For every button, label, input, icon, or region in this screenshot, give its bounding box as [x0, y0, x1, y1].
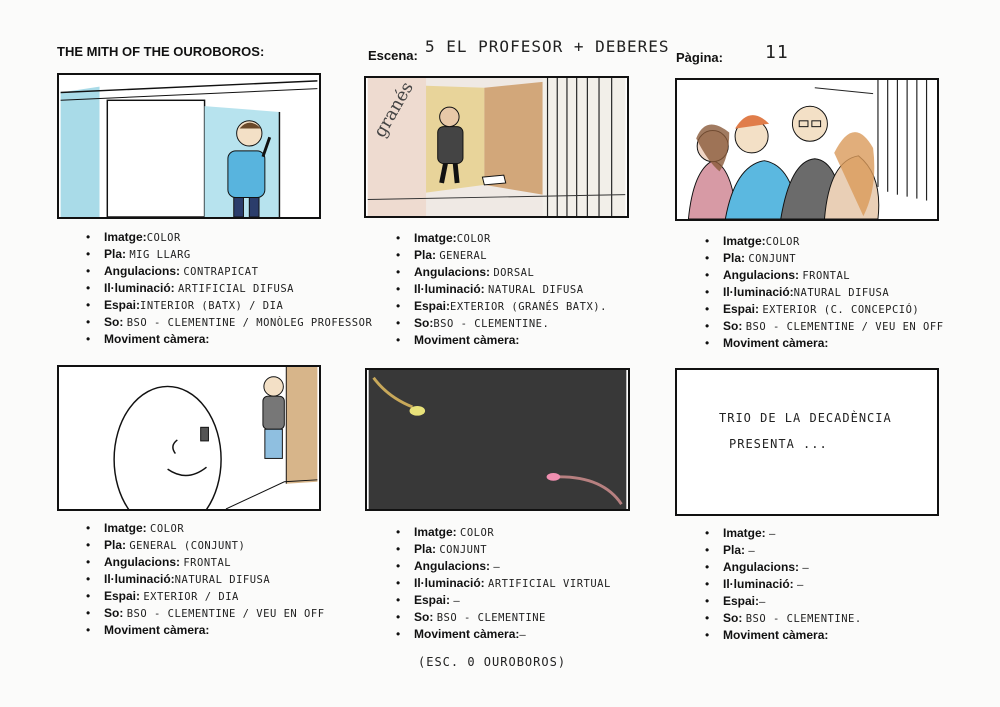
field-so: • So: BSO - CLEMENTINE / VEU EN OFF: [86, 606, 325, 620]
field-pla: • Pla: GENERAL: [396, 248, 488, 262]
field-pla: • Pla: CONJUNT: [396, 542, 488, 556]
field-moviment-camera: • Moviment càmera:: [86, 332, 210, 346]
field-imatge: • Imatge: COLOR: [86, 521, 185, 535]
panel-2-scribble: granés: [370, 78, 418, 142]
field-so: • So: BSO - CLEMENTINE: [396, 610, 546, 624]
field-angulacions: • Angulacions: FRONTAL: [86, 555, 232, 569]
storyboard-panel-2: [364, 76, 629, 218]
panel-5-drawing: [367, 370, 628, 509]
page-number: 11: [765, 42, 789, 63]
panel-3-fields: [705, 233, 944, 352]
footer-note: (ESC. 0 OUROBOROS): [418, 655, 567, 669]
caption-line-1: TRIO DE LA DECADÈNCIA: [719, 411, 892, 425]
field-espai: • Espai:—: [705, 594, 766, 608]
field-so: • So: BSO - CLEMENTINE / MONÒLEG PROFESSOR: [86, 315, 373, 329]
storyboard-panel-3: [675, 78, 939, 221]
field-moviment-camera: • Moviment càmera:: [705, 336, 829, 350]
storyboard-panel-1: [57, 73, 321, 219]
field-espai: • Espai: EXTERIOR / DIA: [86, 589, 239, 603]
panel-2-drawing: [366, 78, 627, 216]
field-angulacions: • Angulacions: —: [396, 559, 501, 573]
field-il-luminacio: • Il·luminació: ARTIFICIAL DIFUSA: [86, 281, 294, 295]
field-espai: • Espai:INTERIOR (BATX) / DIA: [86, 298, 284, 312]
panel-2-fields: [396, 230, 607, 349]
storyboard-panel-5: [365, 368, 630, 511]
field-espai: • Espai: EXTERIOR (C. CONCEPCIÓ): [705, 302, 920, 316]
field-il-luminacio: • Il·luminació:NATURAL DIFUSA: [86, 572, 271, 586]
field-so: • So: BSO - CLEMENTINE / VEU EN OFF: [705, 319, 944, 333]
field-il-luminacio: • Il·luminació: NATURAL DIFUSA: [396, 282, 584, 296]
page-label: Pàgina:: [676, 50, 723, 65]
panel-1-fields: [86, 229, 372, 348]
panel-1-drawing: [59, 75, 319, 217]
field-so: • So: BSO - CLEMENTINE.: [705, 611, 862, 625]
caption-line-2: PRESENTA ...: [729, 437, 828, 451]
field-imatge: • Imatge: COLOR: [396, 525, 495, 539]
field-il-luminacio: • Il·luminació: ARTIFICIAL VIRTUAL: [396, 576, 611, 590]
field-imatge: • Imatge: —: [705, 526, 776, 540]
field-moviment-camera: • Moviment càmera:: [705, 628, 829, 642]
field-imatge: • Imatge:COLOR: [705, 234, 800, 248]
field-so: • So:BSO - CLEMENTINE.: [396, 316, 550, 330]
field-pla: • Pla: —: [705, 543, 756, 557]
field-moviment-camera: • Moviment càmera:—: [396, 627, 527, 641]
panel-6-fields: [705, 525, 862, 644]
field-angulacions: • Angulacions: DORSAL: [396, 265, 535, 279]
field-il-luminacio: • Il·luminació: —: [705, 577, 804, 591]
field-angulacions: • Angulacions: —: [705, 560, 810, 574]
panel-3-drawing: [677, 80, 937, 219]
field-imatge: • Imatge:COLOR: [86, 230, 181, 244]
panel-4-fields: [86, 520, 325, 639]
panel-4-drawing: [59, 367, 319, 509]
field-pla: • Pla: CONJUNT: [705, 251, 797, 265]
scene-label: Escena:: [368, 48, 418, 63]
field-pla: • Pla: MIG LLARG: [86, 247, 191, 261]
storyboard-panel-4: [57, 365, 321, 511]
panel-5-fields: [396, 524, 611, 643]
scene-value: 5 EL PROFESOR + DEBERES: [425, 37, 670, 56]
field-angulacions: • Angulacions: FRONTAL: [705, 268, 851, 282]
field-moviment-camera: • Moviment càmera:: [86, 623, 210, 637]
field-il-luminacio: • Il·luminació:NATURAL DIFUSA: [705, 285, 890, 299]
field-angulacions: • Angulacions: CONTRAPICAT: [86, 264, 259, 278]
field-imatge: • Imatge:COLOR: [396, 231, 491, 245]
field-espai: • Espai: —: [396, 593, 461, 607]
field-moviment-camera: • Moviment càmera:: [396, 333, 520, 347]
field-pla: • Pla: GENERAL (CONJUNT): [86, 538, 246, 552]
field-espai: • Espai:EXTERIOR (GRANÉS BATX).: [396, 299, 607, 313]
title-card-caption: [719, 405, 892, 457]
storyboard-title: THE MITH OF THE OUROBOROS:: [57, 44, 265, 59]
